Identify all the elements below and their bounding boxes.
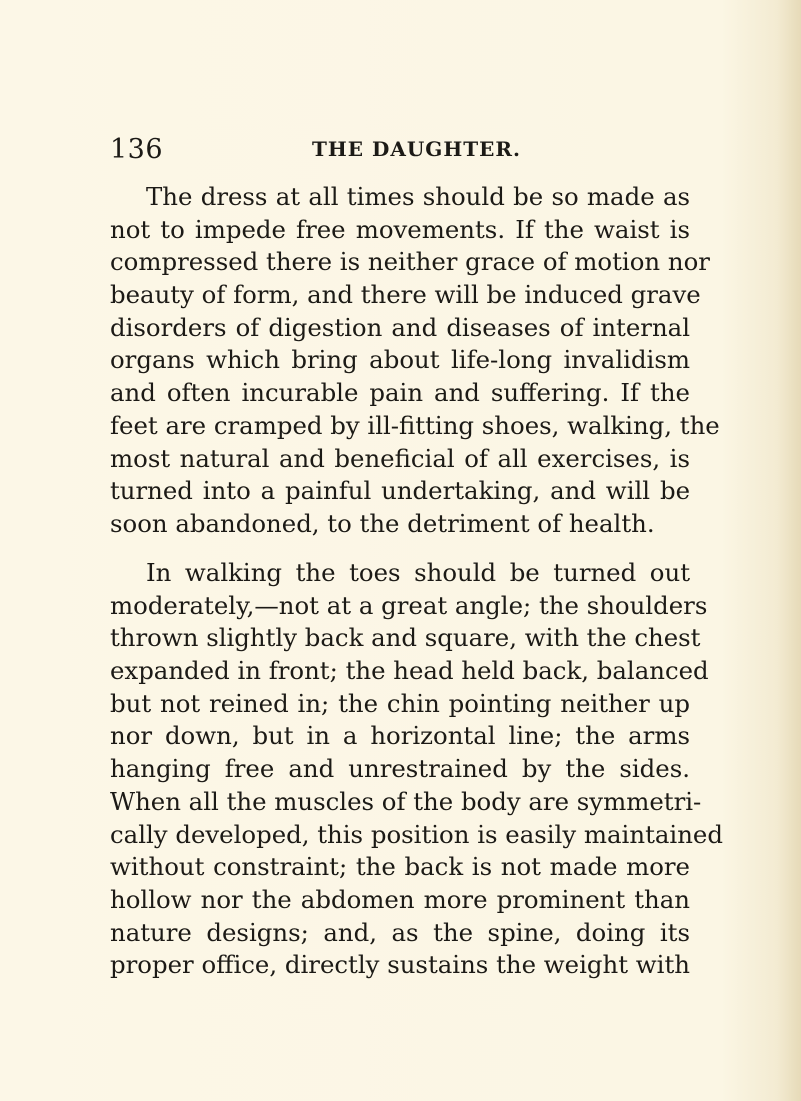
text-line: beauty of form, and there will be induced grave [110, 280, 701, 310]
paragraph-2 [110, 557, 723, 982]
text-line: moderately,—not at a great angle; the shoulders [110, 590, 708, 620]
text-line: but not reined in; the chin pointing neither up [110, 688, 690, 718]
text-line: without constraint; the back is not made more [110, 852, 690, 882]
text-line: proper office, directly sustains the weight with [110, 950, 690, 980]
text-line: soon abandoned, to the detriment of health. [110, 508, 655, 538]
text-line: expanded in front; the head held back, balanced [110, 656, 709, 686]
text-line: compressed there is neither grace of motion nor [110, 247, 710, 277]
text-line: feet are cramped by ill-fitting shoes, walking, the [110, 410, 720, 440]
text-line: organs which bring about life-long invalidism [110, 345, 690, 375]
text-line: The dress at all times should be so made as [146, 182, 690, 211]
text-line: turned into a painful undertaking, and will be [110, 476, 690, 506]
text-line: most natural and beneficial of all exercises, is [110, 443, 690, 473]
paragraph-1 [110, 181, 720, 541]
text-line: cally developed, this position is easily maintained [110, 819, 723, 849]
text-line: nor down, but in a horizontal line; the arms [110, 721, 690, 751]
text-line: and often incurable pain and suffering. If the [110, 378, 690, 408]
text-line: disorders of digestion and diseases of internal [110, 312, 690, 342]
text-line: thrown slightly back and square, with the chest [110, 623, 701, 653]
page-number: 136 [110, 134, 164, 165]
page-header [110, 134, 690, 164]
text-line: not to impede free movements. If the waist is [110, 214, 690, 244]
running-title: THE DAUGHTER. [312, 137, 521, 161]
text-line: nature designs; and, as the spine, doing its [110, 917, 690, 947]
text-line: hanging free and unrestrained by the sides. [110, 754, 690, 784]
text-line: In walking the toes should be turned out [146, 558, 690, 587]
text-line: When all the muscles of the body are symmetri- [110, 786, 702, 816]
text-line: hollow nor the abdomen more prominent than [110, 884, 690, 914]
